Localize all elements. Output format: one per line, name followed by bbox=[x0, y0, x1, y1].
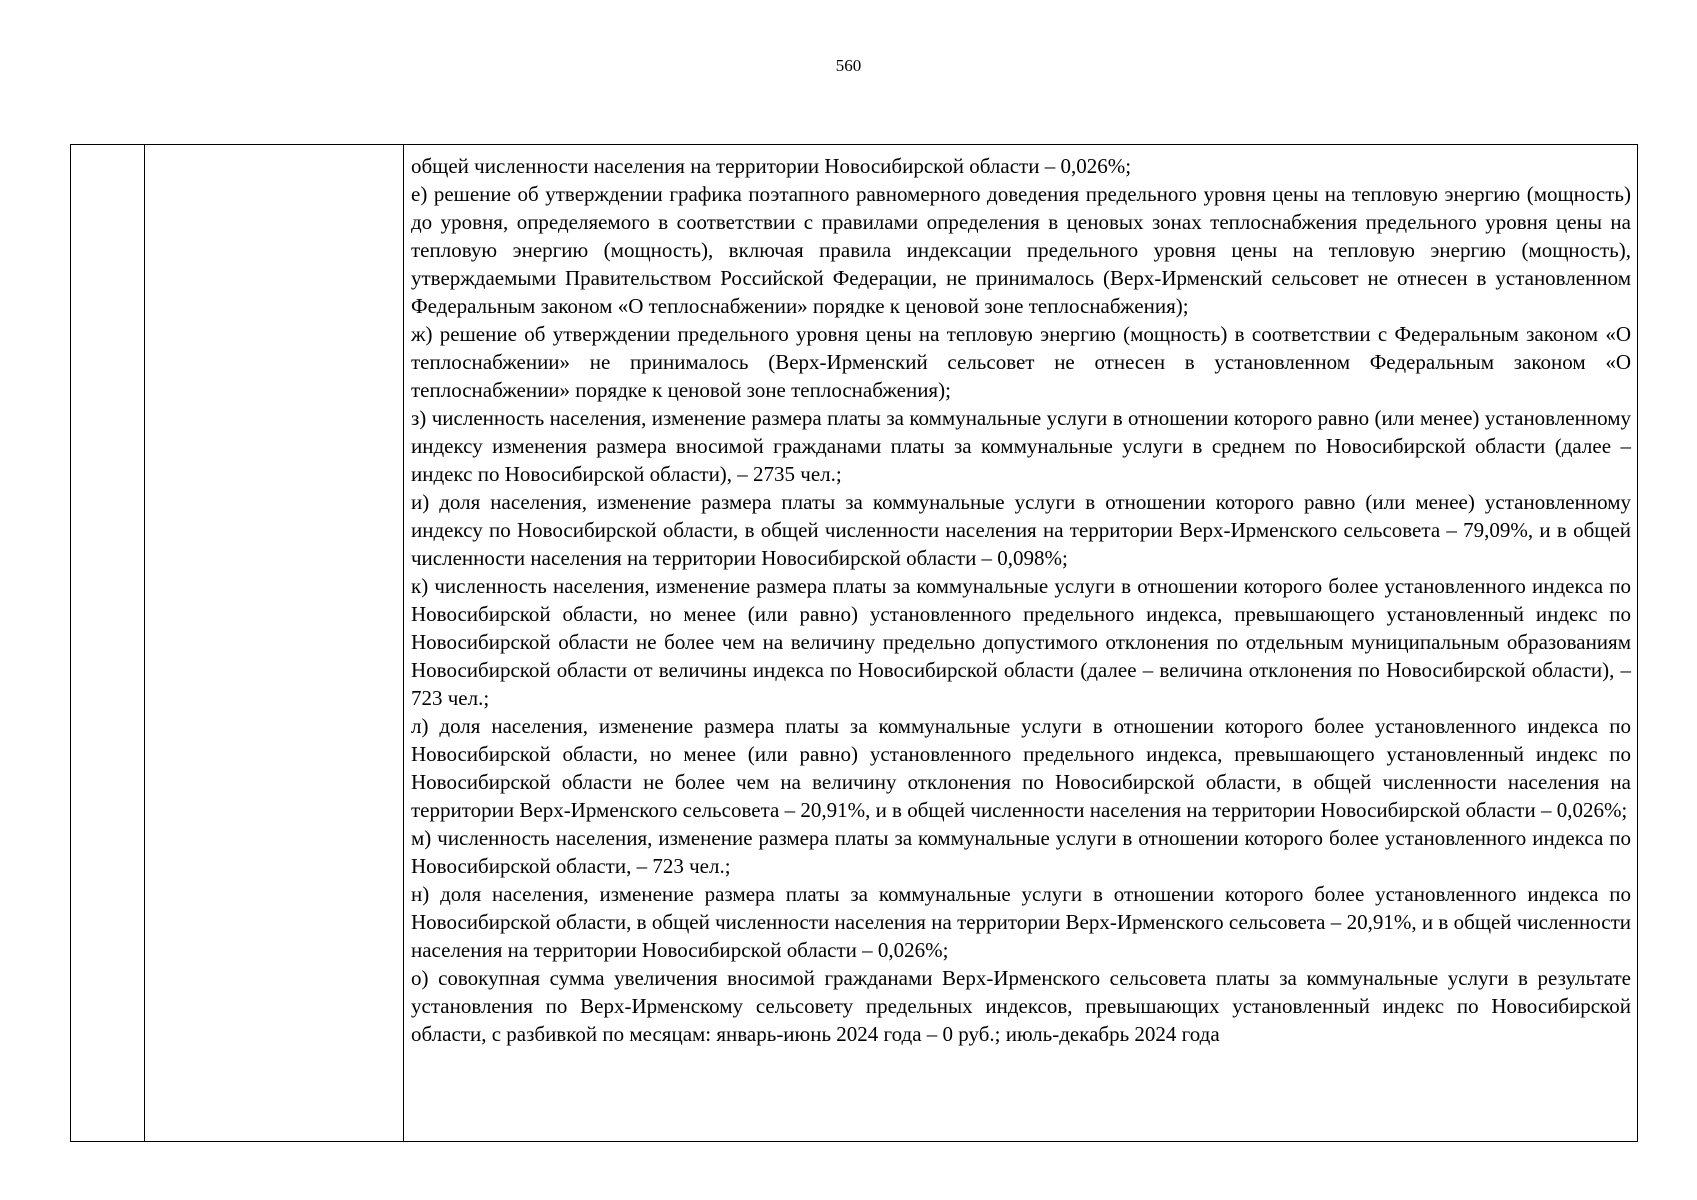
paragraph-item-o: о) совокупная сумма увеличения вносимой гражданами Верх-Ирменского сельсовета платы за коммунальные услуги в результате установления по Верх-Ирменскому сельсовету предельных индексов, превышающих установленный индекс по Новосибирской области, с разбивкой по месяцам: январь-июнь 2024 года – 0 руб.; июль-декабрь 2024 года bbox=[411, 966, 1631, 1046]
paragraph-item-i: и) доля населения, изменение размера платы за коммунальные услуги в отношении которого равно (или менее) установленному индексу по Новосибирской области, в общей численности населения на территории Верх-Ирменского сельсовета – 79,09%, и в общей численности населения на территории Новосибирской области – 0,098%; bbox=[411, 490, 1631, 570]
paragraph-continuation: общей численности населения на территории Новосибирской области – 0,026%; bbox=[411, 154, 1132, 178]
paragraph-item-e: е) решение об утверждении графика поэтапного равномерного доведения предельного уровня цены на тепловую энергию (мощность) до уровня, определяемого в соответствии с правилами определения в ценовых зонах теплоснабжения предельного уровня цены на тепловую энергию (мощность), включая правила индексации предельного уровня цены на тепловую энергию (мощность), утверждаемыми Правительством Российской Федерации, не принималось (Верх-Ирменский сельсовет не отнесен в установленном Федеральным законом «О теплоснабжении» порядке к ценовой зоне теплоснабжения); bbox=[411, 182, 1631, 318]
table-cell-number bbox=[71, 145, 145, 1142]
paragraph-item-m: м) численность населения, изменение размера платы за коммунальные услуги в отношении которого более установленного индекса по Новосибирской области, – 723 чел.; bbox=[411, 826, 1631, 878]
table-row bbox=[71, 145, 1638, 1142]
document-table bbox=[70, 144, 1638, 1142]
paragraph-item-k: к) численность населения, изменение размера платы за коммунальные услуги в отношении которого более установленного индекса по Новосибирской области, но менее (или равно) установленного предельного индекса, превышающего установленный индекс по Новосибирской области не более чем на величину предельно допустимого отклонения по отдельным муниципальным образованиям Новосибирской области от величины индекса по Новосибирской области (далее – величина отклонения по Новосибирской области), – 723 чел.; bbox=[411, 574, 1631, 710]
table-cell-content bbox=[404, 145, 1638, 1142]
table-cell-name bbox=[145, 145, 404, 1142]
page-number: 560 bbox=[835, 56, 862, 75]
paragraph-item-z: з) численность населения, изменение размера платы за коммунальные услуги в отношении которого равно (или менее) установленному индексу изменения размера вносимой гражданами платы за коммунальные услуги в среднем по Новосибирской области (далее – индекс по Новосибирской области), – 2735 чел.; bbox=[411, 406, 1631, 486]
paragraph-item-n: н) доля населения, изменение размера платы за коммунальные услуги в отношении которого более установленного индекса по Новосибирской области, в общей численности населения на территории Верх-Ирменского сельсовета – 20,91%, и в общей численности населения на территории Новосибирской области – 0,026%; bbox=[411, 882, 1631, 962]
paragraph-item-zh: ж) решение об утверждении предельного уровня цены на тепловую энергию (мощность) в соответствии с Федеральным законом «О теплоснабжении» не принималось (Верх-Ирменский сельсовет не отнесен в установленном Федеральным законом «О теплоснабжении» порядке к ценовой зоне теплоснабжения); bbox=[411, 322, 1631, 402]
paragraph-item-l: л) доля населения, изменение размера платы за коммунальные услуги в отношении которого более установленного индекса по Новосибирской области, но менее (или равно) установленного предельного индекса, превышающего установленный индекс по Новосибирской области не более чем на величину отклонения по Новосибирской области, в общей численности населения на территории Верх-Ирменского сельсовета – 20,91%, и в общей численности населения на территории Новосибирской области – 0,026%; bbox=[411, 714, 1631, 822]
